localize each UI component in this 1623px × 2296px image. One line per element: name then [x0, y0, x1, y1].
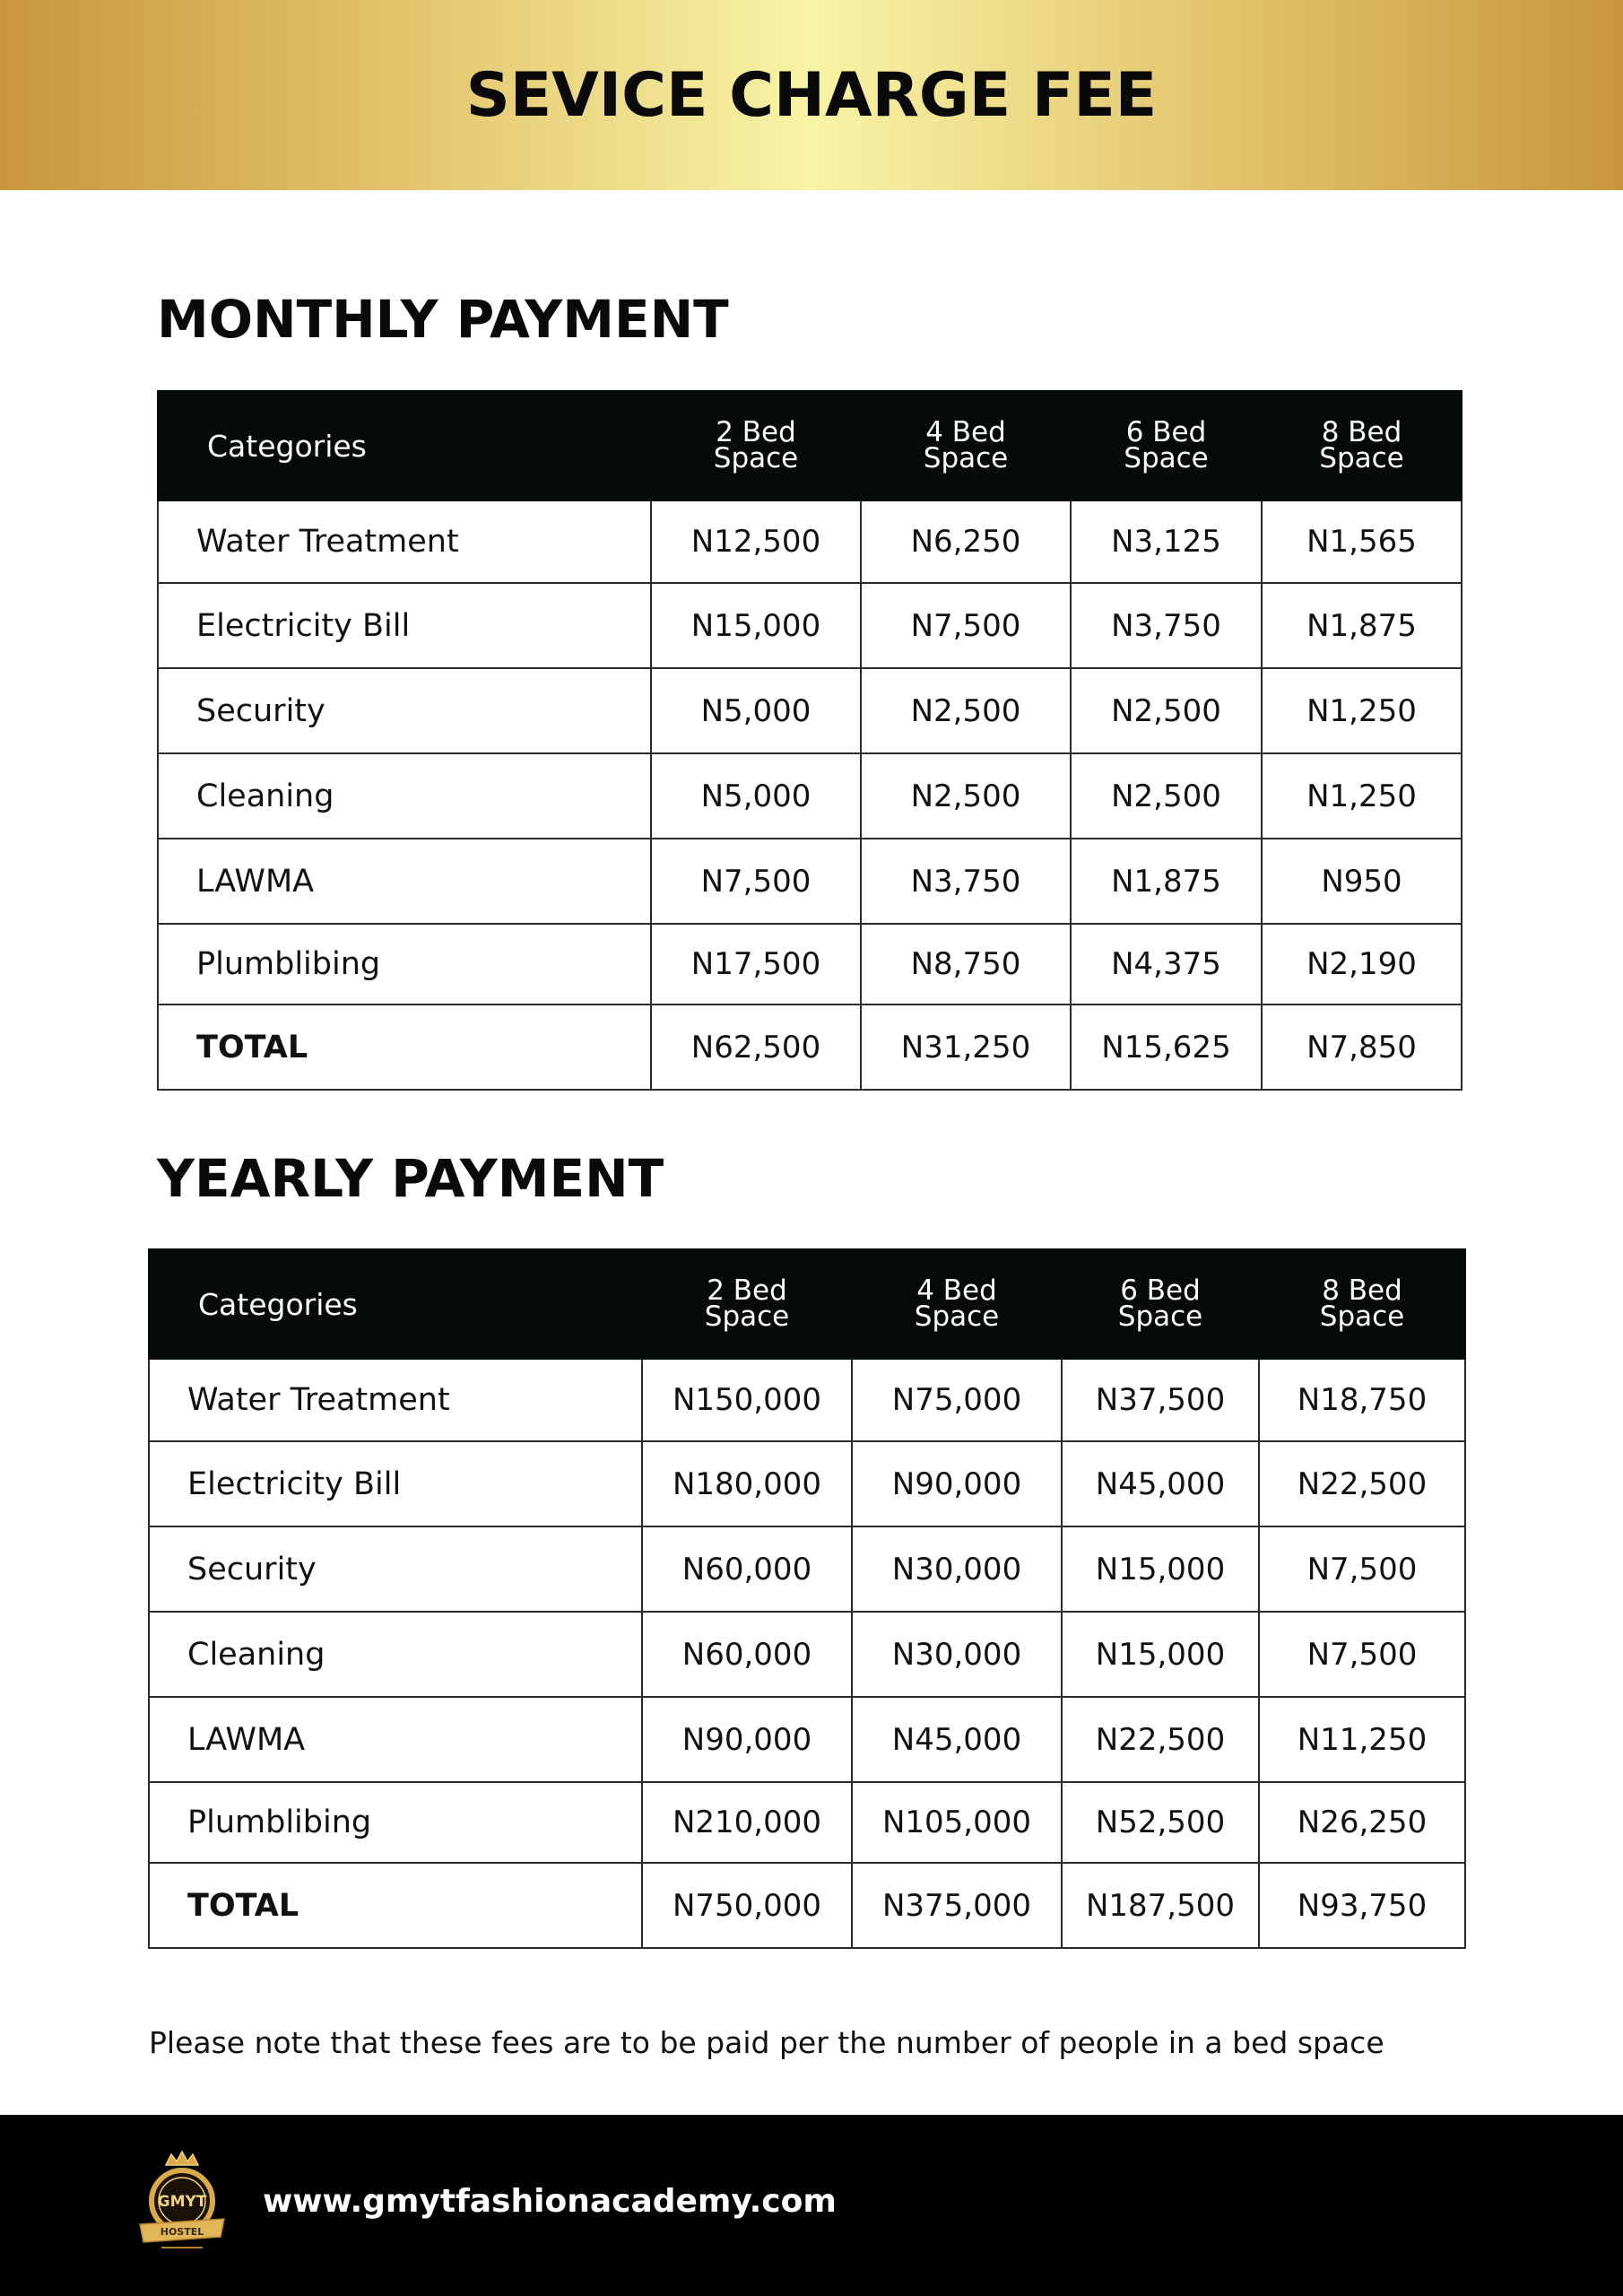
table-row — [158, 500, 1462, 583]
total-value-cell: N93,750 — [1259, 1863, 1465, 1948]
row-category-total: TOTAL — [158, 1004, 651, 1090]
table-row — [158, 839, 1462, 924]
column-header-2-bed: 2 Bed Space — [642, 1249, 852, 1359]
value-cell: N7,500 — [1259, 1612, 1465, 1697]
total-value-cell: N15,625 — [1071, 1004, 1262, 1090]
value-cell: N1,875 — [1262, 583, 1462, 668]
table-row — [158, 924, 1462, 1004]
column-header-8-bed: 8 Bed Space — [1262, 391, 1462, 500]
value-cell: N45,000 — [1062, 1441, 1259, 1526]
value-cell: N17,500 — [651, 924, 861, 1004]
value-cell: N2,190 — [1262, 924, 1462, 1004]
value-cell: N180,000 — [642, 1441, 852, 1526]
value-cell: N7,500 — [651, 839, 861, 924]
value-cell: N60,000 — [642, 1526, 852, 1612]
table-row — [149, 1612, 1465, 1697]
table-row — [158, 668, 1462, 753]
total-row — [149, 1863, 1465, 1948]
table-header-row — [149, 1249, 1465, 1359]
total-row — [158, 1004, 1462, 1090]
row-category: LAWMA — [149, 1697, 642, 1782]
total-value-cell: N187,500 — [1062, 1863, 1259, 1948]
value-cell: N2,500 — [861, 668, 1071, 753]
gmyt-hostel-logo — [135, 2149, 230, 2257]
value-cell: N5,000 — [651, 753, 861, 839]
value-cell: N950 — [1262, 839, 1462, 924]
value-cell: N15,000 — [1062, 1526, 1259, 1612]
value-cell: N90,000 — [852, 1441, 1062, 1526]
row-category: Cleaning — [158, 753, 651, 839]
column-header-4-bed: 4 Bed Space — [861, 391, 1071, 500]
value-cell: N105,000 — [852, 1782, 1062, 1863]
yearly-payment-title: YEARLY PAYMENT — [157, 1148, 664, 1209]
monthly-payment-table — [157, 390, 1462, 1091]
total-value-cell: N375,000 — [852, 1863, 1062, 1948]
value-cell: N52,500 — [1062, 1782, 1259, 1863]
value-cell: N22,500 — [1062, 1697, 1259, 1782]
value-cell: N75,000 — [852, 1359, 1062, 1441]
value-cell: N30,000 — [852, 1612, 1062, 1697]
row-category: Security — [149, 1526, 642, 1612]
value-cell: N90,000 — [642, 1697, 852, 1782]
value-cell: N3,125 — [1071, 500, 1262, 583]
value-cell: N7,500 — [861, 583, 1071, 668]
column-header-6-bed: 6 Bed Space — [1062, 1249, 1259, 1359]
value-cell: N26,250 — [1259, 1782, 1465, 1863]
total-value-cell: N62,500 — [651, 1004, 861, 1090]
table-row — [158, 753, 1462, 839]
column-header-categories: Categories — [158, 391, 651, 500]
value-cell: N15,000 — [1062, 1612, 1259, 1697]
row-category: Security — [158, 668, 651, 753]
total-value-cell: N31,250 — [861, 1004, 1071, 1090]
monthly-payment-title: MONTHLY PAYMENT — [157, 289, 729, 350]
svg-text:HOSTEL: HOSTEL — [160, 2226, 204, 2238]
row-category: Cleaning — [149, 1612, 642, 1697]
value-cell: N30,000 — [852, 1526, 1062, 1612]
value-cell: N12,500 — [651, 500, 861, 583]
page-header — [0, 0, 1623, 190]
value-cell: N1,875 — [1071, 839, 1262, 924]
value-cell: N6,250 — [861, 500, 1071, 583]
value-cell: N2,500 — [1071, 668, 1262, 753]
row-category: LAWMA — [158, 839, 651, 924]
value-cell: N15,000 — [651, 583, 861, 668]
payment-note: Please note that these fees are to be paid per the number of people in a bed space — [149, 2025, 1384, 2060]
value-cell: N11,250 — [1259, 1697, 1465, 1782]
row-category: Plumblibing — [158, 924, 651, 1004]
column-header-categories: Categories — [149, 1249, 642, 1359]
row-category: Water Treatment — [158, 500, 651, 583]
value-cell: N8,750 — [861, 924, 1071, 1004]
value-cell: N2,500 — [1071, 753, 1262, 839]
value-cell: N5,000 — [651, 668, 861, 753]
value-cell: N18,750 — [1259, 1359, 1465, 1441]
value-cell: N22,500 — [1259, 1441, 1465, 1526]
column-header-8-bed: 8 Bed Space — [1259, 1249, 1465, 1359]
table-row — [158, 583, 1462, 668]
row-category-total: TOTAL — [149, 1863, 642, 1948]
value-cell: N2,500 — [861, 753, 1071, 839]
value-cell: N45,000 — [852, 1697, 1062, 1782]
value-cell: N60,000 — [642, 1612, 852, 1697]
row-category: Electricity Bill — [149, 1441, 642, 1526]
column-header-2-bed: 2 Bed Space — [651, 391, 861, 500]
website-link[interactable]: www.gmytfashionacademy.com — [263, 2183, 837, 2220]
table-row — [149, 1441, 1465, 1526]
total-value-cell: N750,000 — [642, 1863, 852, 1948]
value-cell: N37,500 — [1062, 1359, 1259, 1441]
value-cell: N210,000 — [642, 1782, 852, 1863]
value-cell: N3,750 — [1071, 583, 1262, 668]
table-row — [149, 1526, 1465, 1612]
row-category: Water Treatment — [149, 1359, 642, 1441]
column-header-4-bed: 4 Bed Space — [852, 1249, 1062, 1359]
yearly-payment-table — [148, 1248, 1466, 1949]
column-header-6-bed: 6 Bed Space — [1071, 391, 1262, 500]
row-category: Electricity Bill — [158, 583, 651, 668]
value-cell: N1,250 — [1262, 753, 1462, 839]
value-cell: N1,250 — [1262, 668, 1462, 753]
table-row — [149, 1697, 1465, 1782]
row-category: Plumblibing — [149, 1782, 642, 1863]
value-cell: N3,750 — [861, 839, 1071, 924]
table-header-row — [158, 391, 1462, 500]
total-value-cell: N7,850 — [1262, 1004, 1462, 1090]
page-footer — [0, 2115, 1623, 2296]
page-title: SEVICE CHARGE FEE — [465, 59, 1158, 131]
table-row — [149, 1782, 1465, 1863]
svg-text:GMYT: GMYT — [157, 2193, 207, 2211]
value-cell: N4,375 — [1071, 924, 1262, 1004]
table-row — [149, 1359, 1465, 1441]
value-cell: N1,565 — [1262, 500, 1462, 583]
value-cell: N150,000 — [642, 1359, 852, 1441]
value-cell: N7,500 — [1259, 1526, 1465, 1612]
